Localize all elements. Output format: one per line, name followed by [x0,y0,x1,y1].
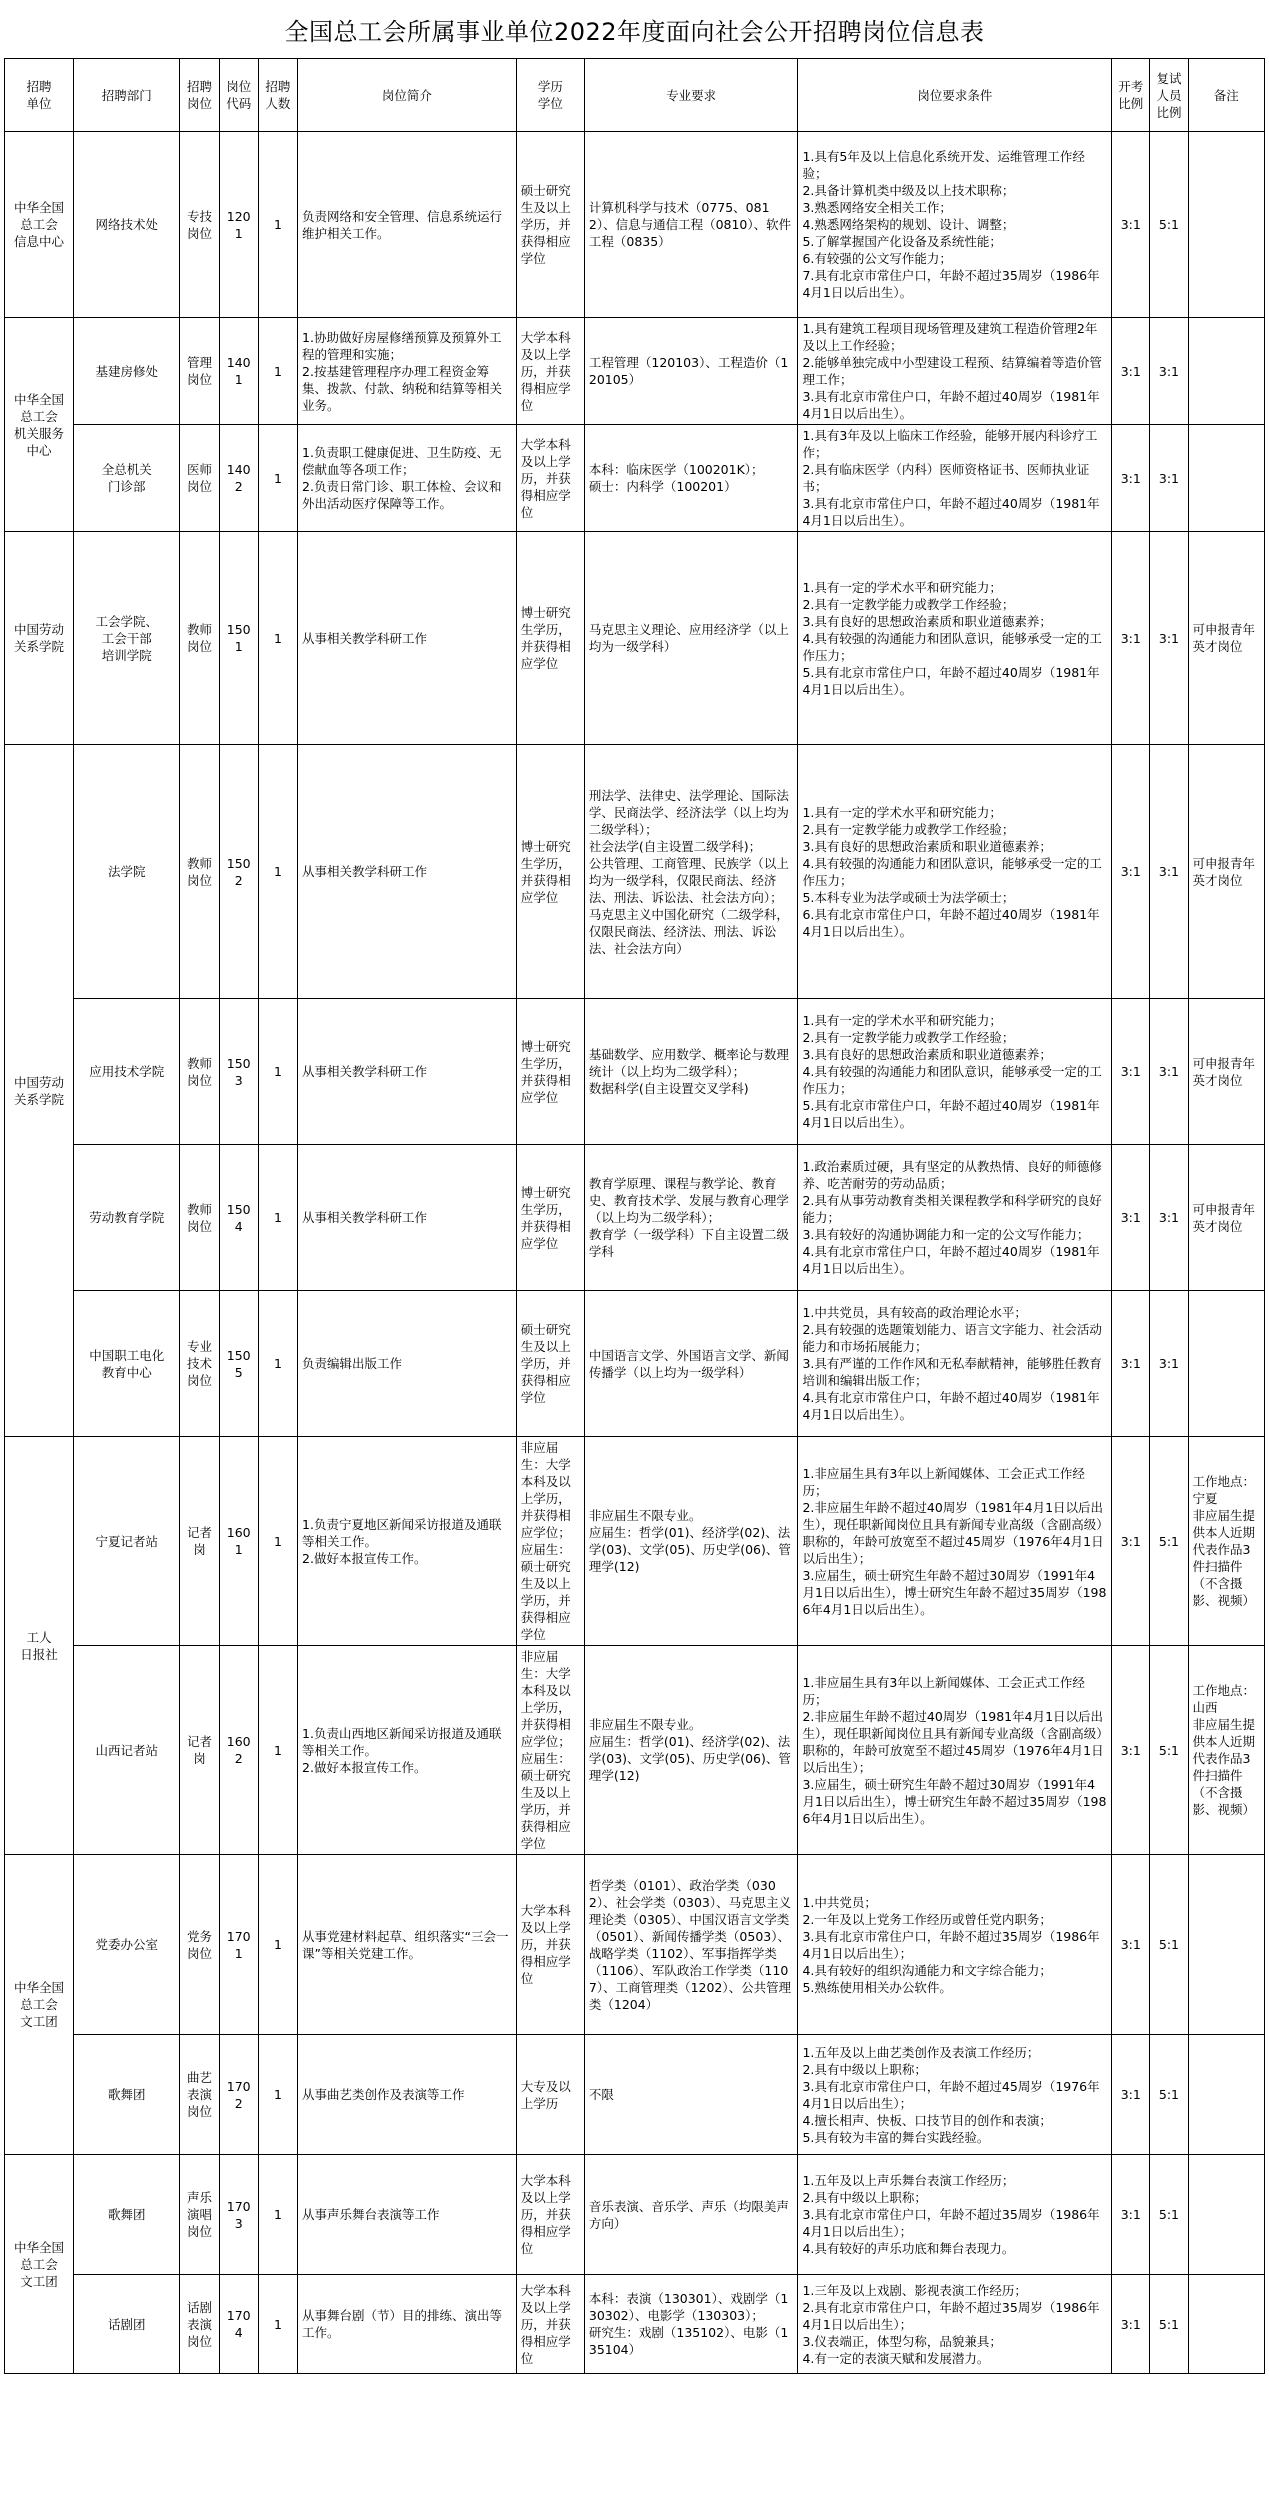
note-cell: 工作地点：宁夏 非应届生提供本人近期代表作品3件扫描件（不含摄影、视频） [1188,1437,1264,1646]
major-cell: 不限 [584,2035,798,2155]
intro-cell: 1.负责职工健康促进、卫生防疫、无偿献血等各项工作； 2.负责日常门诊、职工体检、会议和外出活动医疗保障等工作。 [298,425,517,532]
intro-cell: 负责网络和安全管理、信息系统运行维护相关工作。 [298,132,517,318]
major-cell: 基础数学、应用数学、概率论与数理统计（以上均为二级学科）； 数据科学(自主设置交叉学科) [584,999,798,1145]
count-cell: 1 [258,318,297,425]
post-cell: 教师 岗位 [180,999,219,1145]
major-cell: 哲学类（0101）、政治学类（0302）、社会学类（0303）、马克思主义理论类（0305）、中国汉语言文学类（0501）、新闻传播学类（0503）、战略学类（1102）、军事指挥学类（1106）、军队政治工作学类（1107）、工商管理类（1202）、公共管理类（1204） [584,1855,798,2035]
header-cell: 招聘 单位 [5,59,74,132]
major-cell: 工程管理（120103）、工程造价（120105） [584,318,798,425]
exam-ratio-cell: 3:1 [1112,745,1150,999]
header-cell: 岗位要求条件 [798,59,1112,132]
post-cell: 专技 岗位 [180,132,219,318]
exam-ratio-cell: 3:1 [1112,1145,1150,1291]
header-cell: 学历 学位 [516,59,584,132]
unit-cell: 中国劳动 关系学院 [5,532,74,745]
unit-cell: 中国劳动 关系学院 [5,745,74,1437]
conditions-cell: 1.非应届生具有3年以上新闻媒体、工会正式工作经历； 2.非应届生年龄不超过40周岁（1981年4月1日以后出生），现任职新闻岗位且具有新闻专业高级（含副高级）职称的，年龄可放宽至不超过45周岁（1976年4月1日以后出生）； 3.应届生，硕士研究生年龄不超过30周岁（1991年4月1日以后出生），博士研究生年龄不超过35周岁（1986年4月1日以后出生）。 [798,1646,1112,1855]
education-cell: 大学本科及以上学历，并获得相应学位 [516,2275,584,2374]
retest-ratio-cell: 3:1 [1150,1145,1188,1291]
exam-ratio-cell: 3:1 [1112,318,1150,425]
count-cell: 1 [258,1291,297,1437]
header-cell: 复试 人员 比例 [1150,59,1188,132]
table-row [5,1145,1265,1291]
exam-ratio-cell: 3:1 [1112,1855,1150,2035]
post-cell: 教师 岗位 [180,745,219,999]
dept-cell: 基建房修处 [74,318,180,425]
unit-cell: 中华全国 总工会 文工团 [5,2155,74,2374]
conditions-cell: 1.非应届生具有3年以上新闻媒体、工会正式工作经历； 2.非应届生年龄不超过40周岁（1981年4月1日以后出生），现任职新闻岗位且具有新闻专业高级（含副高级）职称的，年龄可放宽至不超过45周岁（1976年4月1日以后出生）； 3.应届生，硕士研究生年龄不超过30周岁（1991年4月1日以后出生），博士研究生年龄不超过35周岁（1986年4月1日以后出生）。 [798,1437,1112,1646]
conditions-cell: 1.五年及以上声乐舞台表演工作经历； 2.具有中级以上职称； 3.具有北京市常住户口，年龄不超过35周岁（1986年4月1日以后出生）； 4.具有较好的声乐功底和舞台表现力。 [798,2155,1112,2275]
unit-cell: 中华全国 总工会 信息中心 [5,132,74,318]
exam-ratio-cell: 3:1 [1112,1291,1150,1437]
table-row [5,745,1265,999]
intro-cell: 从事相关教学科研工作 [298,745,517,999]
note-cell [1188,132,1264,318]
major-cell: 非应届生不限专业。 应届生：哲学(01)、经济学(02)、法学(03)、文学(05)、历史学(06)、管理学(12) [584,1437,798,1646]
note-cell: 可申报青年英才岗位 [1188,1145,1264,1291]
recruitment-table [4,58,1265,2374]
conditions-cell: 1.具有一定的学术水平和研究能力； 2.具有一定教学能力或教学工作经验； 3.具有良好的思想政治素质和职业道德素养； 4.具有较强的沟通能力和团队意识，能够承受一定的工作压力； 5.具有北京市常住户口，年龄不超过40周岁（1981年4月1日以后出生）。 [798,999,1112,1145]
intro-cell: 1.协助做好房屋修缮预算及预算外工程的管理和实施； 2.按基建管理程序办理工程资金筹集、拨款、付款、纳税和结算等相关业务。 [298,318,517,425]
dept-cell: 山西记者站 [74,1646,180,1855]
retest-ratio-cell: 5:1 [1150,2155,1188,2275]
dept-cell: 歌舞团 [74,2035,180,2155]
code-cell: 1502 [219,745,258,999]
table-row [5,1291,1265,1437]
conditions-cell: 1.三年及以上戏剧、影视表演工作经历； 2.具有北京市常住户口，年龄不超过35周岁（1986年4月1日以后出生）； 3.仪表端正，体型匀称，品貌兼具； 4.有一定的表演天赋和发展潜力。 [798,2275,1112,2374]
education-cell: 硕士研究生及以上学历，并获得相应学位 [516,132,584,318]
dept-cell: 全总机关 门诊部 [74,425,180,532]
conditions-cell: 1.具有5年及以上信息化系统开发、运维管理工作经验； 2.具备计算机类中级及以上技术职称； 3.熟悉网络安全相关工作； 4.熟悉网络架构的规划、设计、调整； 5.了解掌握国产化设备及系统性能； 6.有较强的公文写作能力； 7.具有北京市常住户口，年龄不超过35周岁（1986年4月1日以后出生）。 [798,132,1112,318]
count-cell: 1 [258,532,297,745]
post-cell: 声乐 演唱 岗位 [180,2155,219,2275]
note-cell: 可申报青年英才岗位 [1188,532,1264,745]
table-row [5,1437,1265,1646]
count-cell: 1 [258,1437,297,1646]
education-cell: 博士研究生学历，并获得相应学位 [516,745,584,999]
exam-ratio-cell: 3:1 [1112,2035,1150,2155]
post-cell: 医师 岗位 [180,425,219,532]
table-row [5,2275,1265,2374]
header-cell: 备注 [1188,59,1264,132]
major-cell: 刑法学、法律史、法学理论、国际法学、民商法学、经济法学（以上均为二级学科）； 社会法学(自主设置二级学科)； 公共管理、工商管理、民族学（以上均为一级学科，仅限民商法、经济法、刑法、诉讼法、社会法方向）； 马克思主义中国化研究（二级学科，仅限民商法、经济法、刑法、诉讼法、社会法方向） [584,745,798,999]
retest-ratio-cell: 3:1 [1150,318,1188,425]
dept-cell: 宁夏记者站 [74,1437,180,1646]
table-row [5,999,1265,1145]
table-row [5,132,1265,318]
major-cell: 计算机科学与技术（0775、0812）、信息与通信工程（0810）、软件工程（0835） [584,132,798,318]
code-cell: 1703 [219,2155,258,2275]
dept-cell: 网络技术处 [74,132,180,318]
major-cell: 中国语言文学、外国语言文学、新闻传播学（以上均为一级学科） [584,1291,798,1437]
header-cell: 岗位简介 [298,59,517,132]
post-cell: 党务 岗位 [180,1855,219,2035]
header-cell: 招聘 人数 [258,59,297,132]
code-cell: 1504 [219,1145,258,1291]
major-cell: 马克思主义理论、应用经济学（以上均为一级学科） [584,532,798,745]
table-row [5,532,1265,745]
post-cell: 专业 技术 岗位 [180,1291,219,1437]
note-cell [1188,425,1264,532]
unit-cell: 中华全国 总工会 文工团 [5,1855,74,2155]
major-cell: 非应届生不限专业。 应届生：哲学(01)、经济学(02)、法学(03)、文学(05)、历史学(06)、管理学(12) [584,1646,798,1855]
dept-cell: 中国职工电化 教育中心 [74,1291,180,1437]
intro-cell: 负责编辑出版工作 [298,1291,517,1437]
header-cell: 开考 比例 [1112,59,1150,132]
code-cell: 1401 [219,318,258,425]
dept-cell: 党委办公室 [74,1855,180,2035]
conditions-cell: 1.中共党员，具有较高的政治理论水平； 2.具有较强的选题策划能力、语言文字能力、社会活动能力和市场拓展能力； 3.具有严谨的工作作风和无私奉献精神，能够胜任教育培训和编辑出版工作； 4.具有北京市常住户口，年龄不超过40周岁（1981年4月1日以后出生）。 [798,1291,1112,1437]
note-cell [1188,1855,1264,2035]
table-row [5,425,1265,532]
education-cell: 硕士研究生及以上学历，并获得相应学位 [516,1291,584,1437]
code-cell: 1501 [219,532,258,745]
education-cell: 非应届生：大学本科及以上学历，并获得相应学位；应届生：硕士研究生及以上学历，并获得相应学位 [516,1437,584,1646]
page-title: 全国总工会所属事业单位2022年度面向社会公开招聘岗位信息表 [284,18,985,46]
table-body [5,132,1265,2374]
table-row [5,1646,1265,1855]
intro-cell: 从事曲艺类创作及表演等工作 [298,2035,517,2155]
post-cell: 记者 岗 [180,1646,219,1855]
post-cell: 教师 岗位 [180,532,219,745]
education-cell: 大学本科及以上学历，并获得相应学位 [516,318,584,425]
code-cell: 1402 [219,425,258,532]
retest-ratio-cell: 3:1 [1150,1291,1188,1437]
code-cell: 1505 [219,1291,258,1437]
exam-ratio-cell: 3:1 [1112,532,1150,745]
exam-ratio-cell: 3:1 [1112,2275,1150,2374]
note-cell [1188,318,1264,425]
note-cell: 工作地点：山西 非应届生提供本人近期代表作品3件扫描件（不含摄影、视频） [1188,1646,1264,1855]
exam-ratio-cell: 3:1 [1112,999,1150,1145]
dept-cell: 劳动教育学院 [74,1145,180,1291]
exam-ratio-cell: 3:1 [1112,1437,1150,1646]
conditions-cell: 1.政治素质过硬，具有坚定的从教热情、良好的师德修养、吃苦耐劳的劳动品质； 2.具有从事劳动教育类相关课程教学和科学研究的良好能力； 3.具有较好的沟通协调能力和一定的公文写作能力； 4.具有北京市常住户口，年龄不超过40周岁（1981年4月1日以后出生）。 [798,1145,1112,1291]
intro-cell: 从事党建材料起草、组织落实“三会一课”等相关党建工作。 [298,1855,517,2035]
count-cell: 1 [258,745,297,999]
dept-cell: 歌舞团 [74,2155,180,2275]
intro-cell: 从事相关教学科研工作 [298,999,517,1145]
major-cell: 音乐表演、音乐学、声乐（均限美声方向） [584,2155,798,2275]
intro-cell: 从事相关教学科研工作 [298,1145,517,1291]
exam-ratio-cell: 3:1 [1112,132,1150,318]
post-cell: 曲艺 表演 岗位 [180,2035,219,2155]
education-cell: 大学本科及以上学历，并获得相应学位 [516,2155,584,2275]
code-cell: 1701 [219,1855,258,2035]
exam-ratio-cell: 3:1 [1112,425,1150,532]
dept-cell: 话剧团 [74,2275,180,2374]
retest-ratio-cell: 5:1 [1150,2035,1188,2155]
note-cell [1188,2155,1264,2275]
retest-ratio-cell: 5:1 [1150,2275,1188,2374]
education-cell: 博士研究生学历，并获得相应学位 [516,1145,584,1291]
major-cell: 教育学原理、课程与教学论、教育史、教育技术学、发展与教育心理学（以上均为二级学科）； 教育学（一级学科）下自主设置二级学科 [584,1145,798,1291]
code-cell: 1601 [219,1437,258,1646]
count-cell: 1 [258,2035,297,2155]
note-cell [1188,1291,1264,1437]
count-cell: 1 [258,2275,297,2374]
conditions-cell: 1.具有3年及以上临床工作经验，能够开展内科诊疗工作； 2.具有临床医学（内科）医师资格证书、医师执业证书； 3.具有北京市常住户口，年龄不超过40周岁（1981年4月1日以后出生）。 [798,425,1112,532]
exam-ratio-cell: 3:1 [1112,1646,1150,1855]
intro-cell: 从事相关教学科研工作 [298,532,517,745]
dept-cell: 法学院 [74,745,180,999]
education-cell: 博士研究生学历，并获得相应学位 [516,999,584,1145]
unit-cell: 中华全国 总工会 机关服务 中心 [5,318,74,532]
code-cell: 1704 [219,2275,258,2374]
header-row [5,59,1265,132]
header-cell: 招聘部门 [74,59,180,132]
code-cell: 1503 [219,999,258,1145]
header-cell: 专业要求 [584,59,798,132]
conditions-cell: 1.具有建筑工程项目现场管理及建筑工程造价管理2年及以上工作经验； 2.能够单独完成中小型建设工程预、结算编着等造价管理工作； 3.具有北京市常住户口，年龄不超过40周岁（1981年4月1日以后出生）。 [798,318,1112,425]
count-cell: 1 [258,1646,297,1855]
count-cell: 1 [258,1145,297,1291]
code-cell: 1602 [219,1646,258,1855]
retest-ratio-cell: 5:1 [1150,1646,1188,1855]
retest-ratio-cell: 5:1 [1150,1437,1188,1646]
post-cell: 教师 岗位 [180,1145,219,1291]
conditions-cell: 1.具有一定的学术水平和研究能力； 2.具有一定教学能力或教学工作经验； 3.具有良好的思想政治素质和职业道德素养； 4.具有较强的沟通能力和团队意识，能够承受一定的工作压力； 5.具有北京市常住户口，年龄不超过40周岁（1981年4月1日以后出生）。 [798,532,1112,745]
conditions-cell: 1.五年及以上曲艺类创作及表演工作经历； 2.具有中级以上职称； 3.具有北京市常住户口，年龄不超过45周岁（1976年4月1日以后出生）； 4.擅长相声、快板、口技节目的创作和表演； 5.具有较为丰富的舞台实践经验。 [798,2035,1112,2155]
table-row [5,2155,1265,2275]
header-cell: 招聘 岗位 [180,59,219,132]
intro-cell: 从事声乐舞台表演等工作 [298,2155,517,2275]
major-cell: 本科：临床医学（100201K）； 硕士：内科学（100201） [584,425,798,532]
count-cell: 1 [258,2155,297,2275]
count-cell: 1 [258,999,297,1145]
note-cell: 可申报青年英才岗位 [1188,999,1264,1145]
note-cell: 可申报青年英才岗位 [1188,745,1264,999]
retest-ratio-cell: 3:1 [1150,745,1188,999]
post-cell: 记者 岗 [180,1437,219,1646]
table-row [5,1855,1265,2035]
education-cell: 大学本科及以上学历，并获得相应学位 [516,1855,584,2035]
retest-ratio-cell: 3:1 [1150,999,1188,1145]
intro-cell: 从事舞台剧（节）目的排练、演出等工作。 [298,2275,517,2374]
count-cell: 1 [258,425,297,532]
code-cell: 1702 [219,2035,258,2155]
count-cell: 1 [258,132,297,318]
intro-cell: 1.负责山西地区新闻采访报道及通联等相关工作。 2.做好本报宣传工作。 [298,1646,517,1855]
unit-cell: 工人 日报社 [5,1437,74,1855]
table-row [5,318,1265,425]
exam-ratio-cell: 3:1 [1112,2155,1150,2275]
dept-cell: 应用技术学院 [74,999,180,1145]
education-cell: 非应届生：大学本科及以上学历，并获得相应学位；应届生：硕士研究生及以上学历，并获得相应学位 [516,1646,584,1855]
count-cell: 1 [258,1855,297,2035]
retest-ratio-cell: 3:1 [1150,425,1188,532]
note-cell [1188,2035,1264,2155]
note-cell [1188,2275,1264,2374]
education-cell: 博士研究生学历，并获得相应学位 [516,532,584,745]
post-cell: 话剧 表演 岗位 [180,2275,219,2374]
retest-ratio-cell: 5:1 [1150,1855,1188,2035]
post-cell: 管理 岗位 [180,318,219,425]
dept-cell: 工会学院、 工会干部 培训学院 [74,532,180,745]
retest-ratio-cell: 5:1 [1150,132,1188,318]
retest-ratio-cell: 3:1 [1150,532,1188,745]
code-cell: 1201 [219,132,258,318]
header-cell: 岗位 代码 [219,59,258,132]
conditions-cell: 1.中共党员； 2.一年及以上党务工作经历或曾任党内职务； 3.具有北京市常住户口，年龄不超过35周岁（1986年4月1日以后出生）； 4.具有较好的组织沟通能力和文字综合能力； 5.熟练使用相关办公软件。 [798,1855,1112,2035]
table-row [5,2035,1265,2155]
conditions-cell: 1.具有一定的学术水平和研究能力； 2.具有一定教学能力或教学工作经验； 3.具有良好的思想政治素质和职业道德素养； 4.具有较强的沟通能力和团队意识，能够承受一定的工作压力； 5.本科专业为法学或硕士为法学硕士； 6.具有北京市常住户口，年龄不超过40周岁（1981年4月1日以后出生）。 [798,745,1112,999]
major-cell: 本科：表演（130301）、戏剧学（130302）、电影学（130303）； 研究生：戏剧（135102）、电影（135104） [584,2275,798,2374]
education-cell: 大专及以上学历 [516,2035,584,2155]
intro-cell: 1.负责宁夏地区新闻采访报道及通联等相关工作。 2.做好本报宣传工作。 [298,1437,517,1646]
education-cell: 大学本科及以上学历，并获得相应学位 [516,425,584,532]
